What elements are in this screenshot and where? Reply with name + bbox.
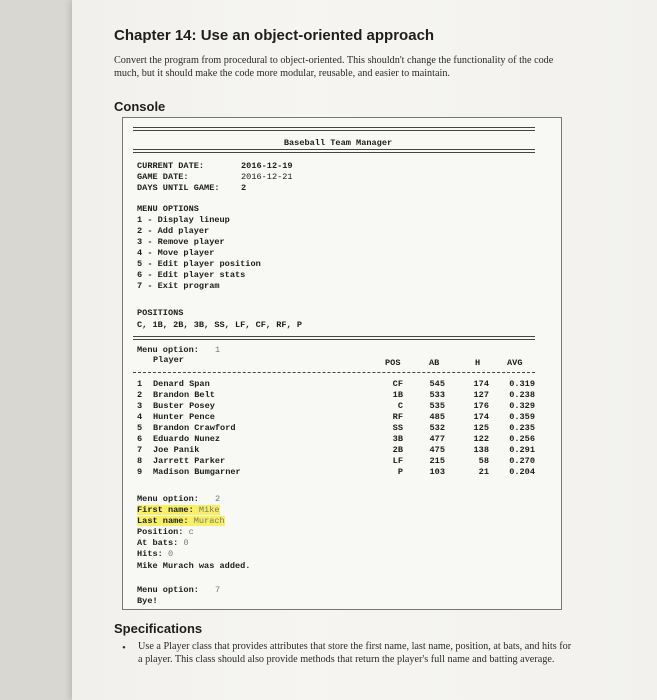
cell-avg: 0.235 xyxy=(509,423,535,433)
cell-pos: 1B xyxy=(392,390,403,400)
bullet-icon: • xyxy=(122,642,126,654)
cell-pos: P xyxy=(397,467,403,477)
cell-avg: 0.329 xyxy=(509,401,535,411)
cell-num: 7 xyxy=(137,445,143,455)
cell-name: Brandon Crawford xyxy=(153,423,236,433)
cell-h: 122 xyxy=(473,434,489,444)
menu-item: 1 - Display lineup xyxy=(137,215,230,225)
menu-title: MENU OPTIONS xyxy=(137,204,199,214)
cell-h: 174 xyxy=(473,379,489,389)
position-label: Position: xyxy=(137,527,184,537)
cell-pos: SS xyxy=(392,423,403,433)
date-label-days: DAYS UNTIL GAME: xyxy=(137,183,220,193)
header-avg: AVG xyxy=(507,358,523,368)
cell-h: 58 xyxy=(478,456,489,466)
positions-title: POSITIONS xyxy=(137,308,184,318)
first-name-label: First name: xyxy=(137,505,194,515)
cell-num: 8 xyxy=(137,456,143,466)
at-bats-label: At bats: xyxy=(137,538,179,548)
cell-h: 176 xyxy=(473,401,489,411)
cell-ab: 475 xyxy=(429,445,445,455)
menu-item: 7 - Exit program xyxy=(137,281,220,291)
menu-item: 3 - Remove player xyxy=(137,237,225,247)
hits-prompt xyxy=(137,549,173,559)
menu-prompt-1: Menu option: xyxy=(137,345,199,355)
cell-avg: 0.256 xyxy=(509,434,535,444)
header-player: Player xyxy=(153,355,184,365)
cell-ab: 477 xyxy=(429,434,445,444)
cell-avg: 0.319 xyxy=(509,379,535,389)
rule-top xyxy=(133,127,535,131)
cell-name: Brandon Belt xyxy=(153,390,215,400)
positions-list: C, 1B, 2B, 3B, SS, LF, CF, RF, P xyxy=(137,320,303,330)
added-message: Mike Murach was added. xyxy=(137,561,251,571)
rule-positions-bottom xyxy=(133,336,535,340)
bye-message: Bye! xyxy=(137,596,158,606)
cell-pos: 3B xyxy=(392,434,403,444)
menu-prompt-2: Menu option: xyxy=(137,494,199,504)
date-value-game: 2016-12-21 xyxy=(241,172,293,182)
app-title: Baseball Team Manager xyxy=(283,138,393,148)
menu-item: 6 - Edit player stats xyxy=(137,270,246,280)
cell-ab: 535 xyxy=(429,401,445,411)
cell-num: 1 xyxy=(137,379,143,389)
console-window xyxy=(122,117,562,610)
menu-item: 4 - Move player xyxy=(137,248,215,258)
cell-h: 138 xyxy=(473,445,489,455)
cell-num: 2 xyxy=(137,390,143,400)
cell-num: 9 xyxy=(137,467,143,477)
date-label-current: CURRENT DATE: xyxy=(137,161,205,171)
date-value-days: 2 xyxy=(241,183,247,193)
position-prompt xyxy=(137,527,194,537)
cell-name: Hunter Pence xyxy=(153,412,215,422)
last-name-label: Last name: xyxy=(137,516,189,526)
cell-avg: 0.238 xyxy=(509,390,535,400)
menu-prompt-3: Menu option: xyxy=(137,585,199,595)
hits-value: 0 xyxy=(167,549,174,559)
menu-input-3: 7 xyxy=(215,585,221,595)
last-name-prompt xyxy=(137,516,225,526)
header-h: H xyxy=(475,358,481,368)
cell-ab: 545 xyxy=(429,379,445,389)
cell-pos: RF xyxy=(392,412,403,422)
menu-input-2: 2 xyxy=(215,494,221,504)
cell-name: Denard Span xyxy=(153,379,210,389)
cell-h: 174 xyxy=(473,412,489,422)
cell-h: 21 xyxy=(478,467,489,477)
rule-table-header xyxy=(133,372,535,373)
chapter-title: Chapter 14: Use an object-oriented approach xyxy=(114,27,435,44)
position-value: c xyxy=(188,527,194,537)
cell-pos: C xyxy=(397,401,403,411)
date-label-game: GAME DATE: xyxy=(137,172,189,182)
cell-name: Eduardo Nunez xyxy=(153,434,221,444)
at-bats-prompt xyxy=(137,538,189,548)
cell-ab: 103 xyxy=(429,467,445,477)
cell-avg: 0.359 xyxy=(509,412,535,422)
at-bats-value: 0 xyxy=(183,538,189,548)
cell-ab: 532 xyxy=(429,423,445,433)
hits-label: Hits: xyxy=(137,549,163,559)
cell-num: 4 xyxy=(137,412,143,422)
menu-item: 5 - Edit player position xyxy=(137,259,261,269)
cell-pos: LF xyxy=(392,456,403,466)
book-page xyxy=(72,0,657,700)
cell-ab: 533 xyxy=(429,390,445,400)
last-name-value: Murach xyxy=(193,516,225,526)
cell-avg: 0.291 xyxy=(509,445,535,455)
cell-pos: 2B xyxy=(392,445,403,455)
cell-name: Jarrett Parker xyxy=(153,456,226,466)
cell-ab: 215 xyxy=(429,456,445,466)
menu-item: 2 - Add player xyxy=(137,226,210,236)
header-pos: POS xyxy=(385,358,401,368)
cell-name: Buster Posey xyxy=(153,401,215,411)
cell-num: 5 xyxy=(137,423,143,433)
cell-num: 3 xyxy=(137,401,143,411)
header-ab: AB xyxy=(429,358,440,368)
cell-name: Madison Bumgarner xyxy=(153,467,241,477)
first-name-prompt xyxy=(137,505,220,515)
menu-input-1: 1 xyxy=(215,345,221,355)
date-value-current: 2016-12-19 xyxy=(241,161,293,171)
specifications-heading: Specifications xyxy=(114,621,203,636)
console-heading: Console xyxy=(114,99,166,114)
cell-h: 127 xyxy=(473,390,489,400)
first-name-value: Mike xyxy=(198,505,220,515)
spec-bullet-text: Use a Player class that provides attributes that store the first name, last name, position, at bats, and hits for a player. This class should also provide methods that return the player's full name and batting average. xyxy=(138,641,572,665)
rule-title-bottom xyxy=(133,149,535,153)
cell-avg: 0.204 xyxy=(509,467,535,477)
cell-avg: 0.270 xyxy=(509,456,535,466)
cell-num: 6 xyxy=(137,434,143,444)
cell-name: Joe Panik xyxy=(153,445,200,455)
intro-paragraph: Convert the program from procedural to object-oriented. This shouldn't change the functionality of the code much, but it should make the code more modular, reusable, and easier to maintain. xyxy=(114,55,554,79)
cell-ab: 485 xyxy=(429,412,445,422)
cell-pos: CF xyxy=(392,379,403,389)
cell-h: 125 xyxy=(473,423,489,433)
